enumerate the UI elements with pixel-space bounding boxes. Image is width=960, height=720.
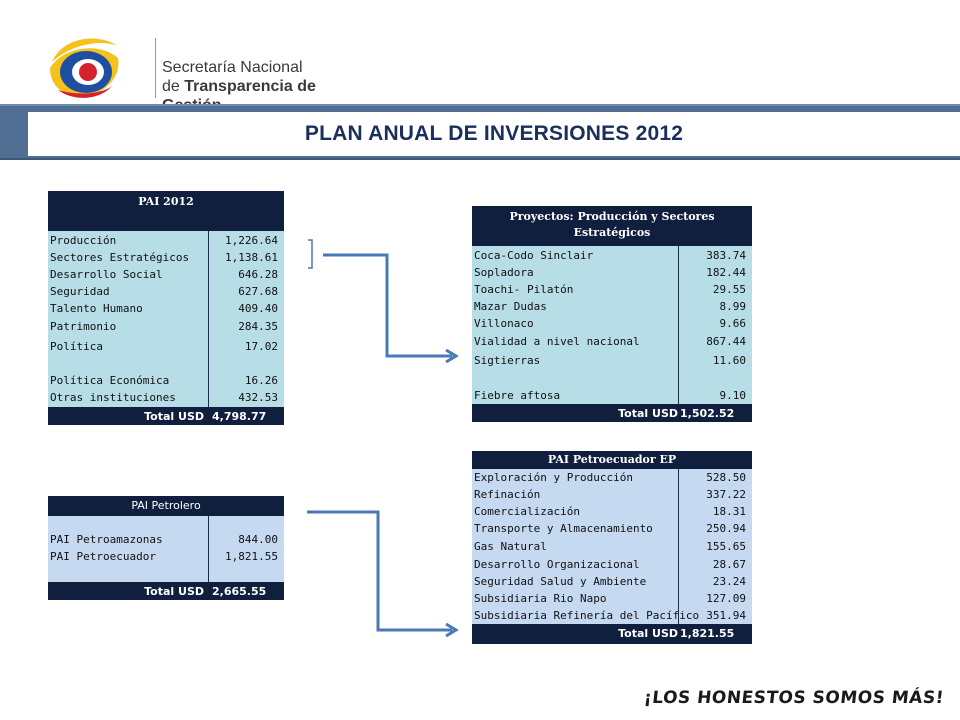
total-value: 2,665.55 — [212, 585, 267, 598]
page-title: PLAN ANUAL DE INVERSIONES 2012 — [304, 122, 684, 145]
row-label: Vialidad a nivel nacional — [474, 335, 640, 348]
row-value: 284.35 — [238, 320, 278, 333]
row-label: Gas Natural — [474, 540, 547, 553]
row-value: 28.67 — [712, 558, 746, 571]
row-value: 844.00 — [238, 533, 278, 546]
row-value: 29.55 — [712, 283, 746, 296]
total-value: 1,821.55 — [680, 627, 735, 640]
row-value: 23.24 — [712, 575, 746, 588]
row-label: Subsidiaria Refinería del Pacífico — [474, 609, 700, 622]
total-label: Total USD — [144, 585, 204, 598]
total-value: 1,502.52 — [680, 407, 735, 420]
row-value: 646.28 — [238, 268, 278, 281]
row-value: 11.60 — [712, 354, 746, 367]
row-value: 432.53 — [238, 391, 278, 404]
total-value: 4,798.77 — [212, 410, 267, 423]
row-value: 16.26 — [244, 374, 278, 387]
logo-line2-prefix: de — [162, 78, 185, 95]
row-value: 17.02 — [244, 340, 278, 353]
row-label: Comercialización — [474, 505, 580, 518]
row-label: Mazar Dudas — [474, 300, 547, 313]
row-value: 155.65 — [706, 540, 746, 553]
row-label: Exploración y Producción — [474, 471, 633, 484]
proyectos-title: Proyectos: Producción y Sectores Estratégicos — [472, 206, 752, 246]
row-label: Toachi- Pilatón — [474, 283, 574, 296]
row-label: Transporte y Almacenamiento — [474, 522, 653, 535]
row-label: Refinación — [474, 488, 541, 501]
row-value: 337.22 — [706, 488, 746, 501]
row-label: Fiebre aftosa — [474, 389, 561, 402]
row-label: Seguridad — [50, 285, 110, 298]
row-label: PAI Petroamazonas — [50, 533, 163, 546]
row-label: Patrimonio — [50, 320, 117, 333]
row-label: Villonaco — [474, 317, 534, 330]
row-label: Seguridad Salud y Ambiente — [474, 575, 647, 588]
row-label: Desarrollo Organizacional — [474, 558, 640, 571]
row-value: 127.09 — [706, 592, 746, 605]
arrow-to-proyectos — [323, 255, 452, 356]
row-value: 627.68 — [238, 285, 278, 298]
total-label: Total USD — [618, 407, 678, 420]
total-label: Total USD — [144, 410, 204, 423]
row-label: Coca-Codo Sinclair — [474, 249, 594, 262]
row-value: 351.94 — [706, 609, 746, 622]
row-label: Política — [50, 340, 103, 353]
row-label: Sectores Estratégicos — [50, 251, 190, 264]
row-value: 1,821.55 — [225, 550, 278, 563]
row-value: 9.66 — [719, 317, 746, 330]
row-value: 18.31 — [712, 505, 746, 518]
row-value: 1,138.61 — [225, 251, 278, 264]
row-value: 867.44 — [706, 335, 746, 348]
row-label: Otras instituciones — [50, 391, 176, 404]
row-value: 409.40 — [238, 302, 278, 315]
row-label: Producción — [50, 234, 117, 247]
logo-line2-bold: Transparencia de — [184, 78, 316, 95]
row-label: Desarrollo Social — [50, 268, 163, 281]
row-value: 9.10 — [719, 389, 746, 402]
row-label: Sopladora — [474, 266, 534, 279]
row-label: Subsidiaria Rio Napo — [474, 592, 607, 605]
pai-petrolero-title: PAI Petrolero — [48, 496, 284, 516]
row-value: 1,226.64 — [225, 234, 278, 247]
row-value: 250.94 — [706, 522, 746, 535]
row-value: 528.50 — [706, 471, 746, 484]
row-label: PAI Petroecuador — [50, 550, 156, 563]
row-value: 182.44 — [706, 266, 746, 279]
logo-line1: Secretaría Nacional — [162, 59, 303, 76]
row-label: Sigtierras — [474, 354, 541, 367]
pai-petroecuador-title: PAI Petroecuador EP — [472, 451, 752, 469]
row-label: Talento Humano — [50, 302, 143, 315]
bracket-connector — [308, 240, 312, 268]
slogan: ¡LOS HONESTOS SOMOS MÁS! — [643, 688, 946, 708]
row-label: Política Económica — [50, 374, 170, 387]
total-label: Total USD — [618, 627, 678, 640]
pai-2012-title: PAI 2012 — [48, 191, 284, 231]
row-value: 8.99 — [719, 300, 746, 313]
row-value: 383.74 — [706, 249, 746, 262]
arrow-to-petroecuador — [307, 512, 452, 630]
